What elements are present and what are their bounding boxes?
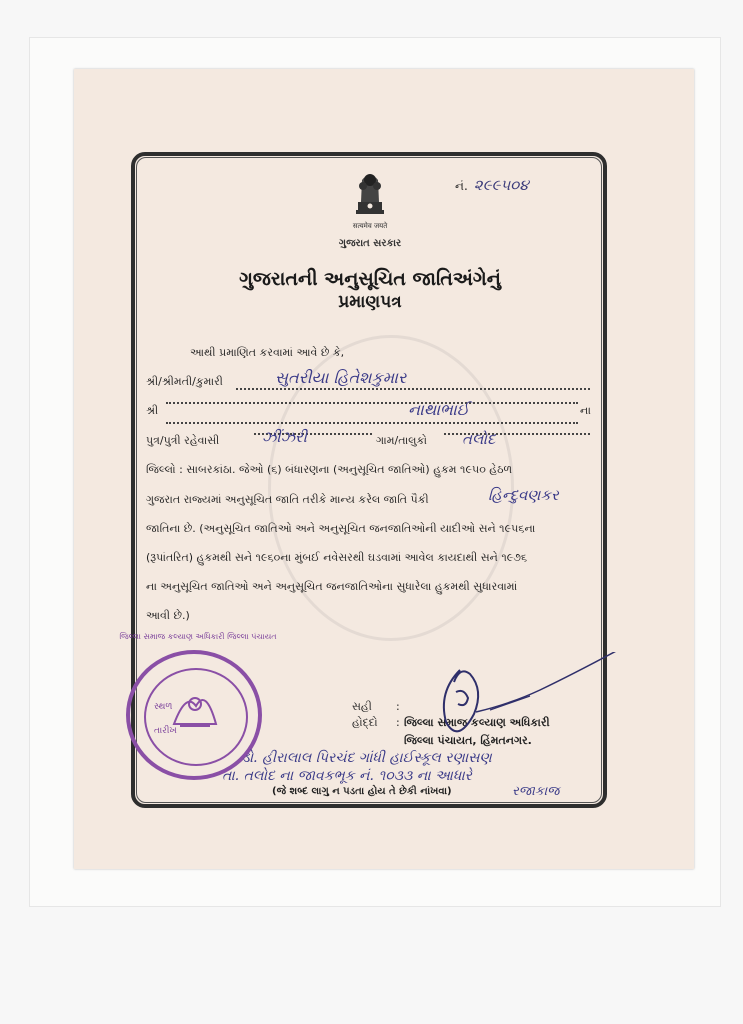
body-line-caste: જાતિના છે. (અનુસૂચિત જાતિઓ અને અનુસૂચિત જનજાતિઓની યાદીઓ સને ૧૯૫૬ના xyxy=(146,522,536,535)
body-line-amend: ના અનુસૂચિત જાતિઓ અને અનુસૂચિત જનજાતિઓના સુધારેલા હુકમથી સુધારવામાં xyxy=(146,580,518,593)
name-dotted-line xyxy=(236,388,590,390)
resident-label: પુત્ર/પુત્રી રહેવાસી xyxy=(146,434,220,447)
designation-colon: : xyxy=(396,716,400,729)
sign-colon: : xyxy=(396,700,400,713)
caste-value: હિન્દુવણકર xyxy=(488,486,559,504)
stamp-place-label: સ્થળ xyxy=(154,702,173,712)
father-suffix: ના xyxy=(580,404,591,417)
emblem-motto: सत्यमेव जयते xyxy=(352,222,388,230)
father-dotted-line-upper xyxy=(166,402,578,404)
body-line-rupantar: (રૂપાંતરિત) હુકમથી સને ૧૯૬૦ના મુંબઈ નવેસરથી ઘડવામાં આવેલ કાયદાથી સને ૧૯૭૬ xyxy=(146,551,528,564)
name-value: સુતરીયા હિતેશકુમાર xyxy=(275,368,407,387)
handwritten-footer-line1: ડો. હીરાલાલ પિરચંદ ગાંધી હાઈસ્કૂલ રણાસણ xyxy=(242,750,492,766)
body-line-end: આવી છે.) xyxy=(146,609,190,622)
body-line-district: જિલ્લો : સાબરકાંઠા. જેઓ (૬) બંધારણના (અનુસૂચિત જાતિઓ) હુકમ ૧૯૫૦ હેઠળ xyxy=(146,463,513,476)
number-value: ૨૯૯૫૦૪ xyxy=(473,176,529,194)
government-name: ગુજરાત સરકાર xyxy=(338,238,402,249)
intro-text: આથી પ્રમાણિત કરવામાં આવે છે કે, xyxy=(190,346,345,359)
national-emblem-icon xyxy=(352,166,388,220)
father-dotted-line xyxy=(166,422,578,424)
taluka-label: ગામ/તાલુકો xyxy=(376,434,428,447)
handwritten-footer-line2: તા. તલોદ ના જાવકભૂક નં. ૧૦૩૩ ના આધારે xyxy=(222,768,472,784)
father-label: શ્રી xyxy=(146,404,159,417)
sign-label: સહી xyxy=(352,700,372,713)
taluka-value: તલોદ xyxy=(462,430,496,448)
stamp-text: જિલ્લા સમાજ કલ્યાણ અધિકારી જિલ્લા પંચાયત xyxy=(119,632,277,641)
father-value: નાથાભાઈ xyxy=(408,400,470,419)
designation-line1: જિલ્લા સમાજ કલ્યાણ અધિકારી xyxy=(404,716,550,729)
officer-signature xyxy=(430,652,670,762)
designation-line2: જિલ્લા પંચાયત, હિંમતનગર. xyxy=(404,734,532,747)
body-line-state: ગુજરાત રાજ્યમાં અનુસૂચિત જાતિ તરીકે માન્ય કરેલ જાતિ પૈકી xyxy=(146,493,429,506)
certificate-title-line1: ગુજરાતની અનુસૂચિત જાતિઅંગેનું xyxy=(239,268,501,290)
designation-label: હોદ્દો xyxy=(352,716,378,729)
resident-value: ઝીંઝરી xyxy=(262,428,307,446)
stamp-date-label: તારીખ xyxy=(154,726,177,736)
stamp-emblem-icon xyxy=(166,684,224,732)
footer-note: (જે શબ્દ લાગુ ન પડતા હોય તે છેકી નાંખવા) xyxy=(272,786,452,797)
number-label: નં. xyxy=(455,179,468,193)
handwritten-footer-line3: રજાકાજ xyxy=(512,784,560,799)
certificate-number xyxy=(455,176,529,194)
name-label: શ્રી/શ્રીમતી/કુમારી xyxy=(146,375,223,388)
certificate-title-line2: પ્રમાણપત્ર xyxy=(338,292,402,312)
